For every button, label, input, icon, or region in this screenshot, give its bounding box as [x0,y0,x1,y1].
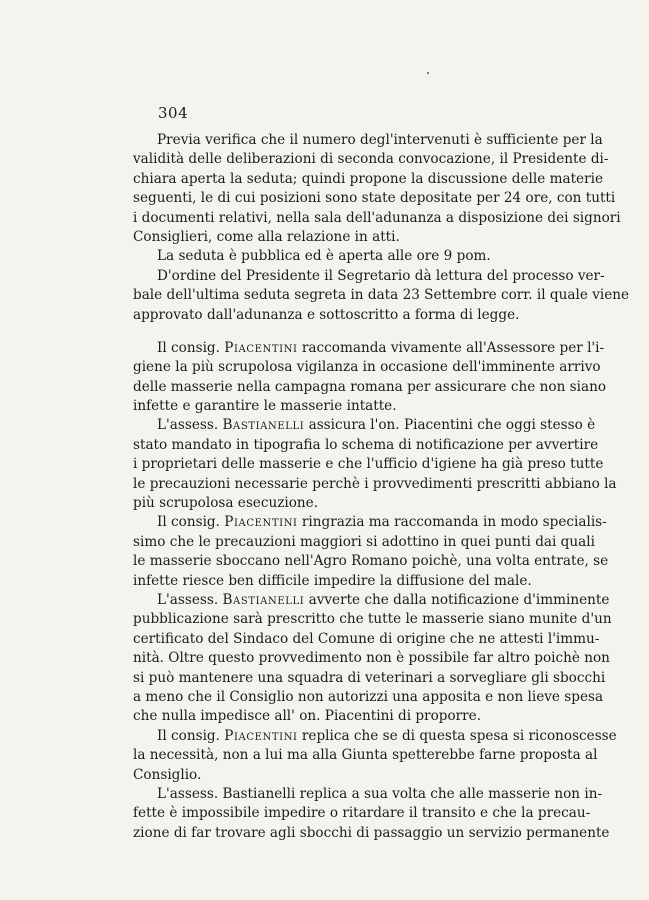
line-text: validità delle deliberazioni di seconda convocazione, il Presidente di- [133,151,609,168]
text-line [133,247,573,266]
text-line [133,170,603,189]
page-number: 304 [158,104,189,122]
line-text: delle masserie nella campagna romana per assicurare che non siano [133,378,607,395]
text-line [133,455,604,474]
line-text: le masserie sboccano nell'Agro Romano poichè, una volta entrate, se [133,553,609,570]
text-line [133,572,573,591]
line-text: L'assess. [157,417,223,434]
text-line [133,669,606,688]
line-text: L'assess. [157,591,223,608]
line-text: i documenti relativi, nella sala dell'adunanza a disposizione dei signori [133,209,621,226]
text-line [133,785,603,804]
text-line [133,358,601,377]
text-line [133,339,605,358]
text-line [133,416,596,435]
text-line [133,306,573,325]
speaker-name: Bastianelli [222,417,305,434]
line-text: chiara aperta la seduta; quindi propone la discussione delle materie [133,170,603,187]
line-text: raccomanda vivamente all'Assessore per l'i- [297,339,605,356]
line-text: L'assess. Bastianelli replica a sua volta che alle masserie non in- [157,785,603,802]
text-line [133,746,598,765]
text-line [133,804,591,823]
line-text: Il consig. [157,514,225,531]
text-line [133,131,603,150]
line-text: Previa verifica che il numero degl'intervenuti è sufficiente per la [157,132,603,148]
text-line [133,209,621,228]
line-text: bale dell'ultima seduta segreta in data 23 Settembre corr. il quale viene [133,287,630,304]
line-text: simo che le precauzioni maggiori si adottino in quei punti dai quali [133,533,595,550]
text-line [133,378,607,397]
text-line [133,766,573,785]
text-line [133,727,617,746]
text-line [133,513,607,532]
text-line [133,267,605,286]
text-line [133,494,573,513]
text-line [133,688,604,707]
line-text: infette e garantire le masserie intatte. [133,398,397,415]
line-text: La seduta è pubblica ed è aperta alle ore 9 pom. [157,248,491,265]
paragraph-gap [133,325,573,339]
speaker-name: Piacentini [224,514,298,531]
line-text: ringrazia ma raccomanda in modo specialis- [297,514,607,531]
speaker-name: Piacentini [224,727,298,744]
paper-speck [427,72,429,74]
line-text: assicura l'on. Piacentini che oggi stesso è [304,417,596,434]
line-text: la necessità, non a lui ma alla Giunta spetterebbe farne proposta al [133,747,598,764]
line-text: seguenti, le di cui posizioni sono state depositate per 24 ore, con tutti [133,190,616,207]
text-line [133,824,610,843]
text-line [133,286,630,305]
line-text: Consiglio. [133,766,202,783]
speaker-name: Bastianelli [222,591,305,608]
line-text: certificato del Sindaco del Comune di origine che ne attesti l'immu- [133,630,600,647]
line-text: approvato dall'adunanza e sottoscritto a forma di legge. [133,306,520,323]
line-text: a meno che il Consiglio non autorizzi una apposita e non lieve spesa [133,688,604,705]
text-line [133,228,573,247]
line-text: Consiglieri, come alla relazione in atti. [133,228,400,245]
text-line [133,610,612,629]
line-text: zione di far trovare agli sbocchi di passaggio un servizio permanente [133,824,610,841]
line-text: stato mandato in tipografia lo schema di notificazione per avvertire [133,436,599,453]
text-line [133,436,599,455]
text-line [133,397,573,416]
line-text: avverte che dalla notificazione d'imminente [304,591,610,608]
line-text: D'ordine del Presidente il Segretario dà lettura del processo ver- [157,267,605,284]
line-text: che nulla impedisce all' on. Piacentini di proporre. [133,708,482,725]
line-text: fette è impossibile impedire o ritardare il transito e che la precau- [133,805,591,822]
line-text: le precauzioni necessarie perchè i provvedimenti prescritti abbiano la [133,475,617,492]
line-text: pubblicazione sarà prescritto che tutte le masserie siano munite d'un [133,611,612,628]
line-text: replica che se di questa spesa si riconoscesse [297,727,617,744]
line-text: si può mantenere una squadra di veterinari a sorvegliare gli sbocchi [133,669,606,686]
line-text: Il consig. [157,339,225,356]
line-text: infette riesce ben difficile impedire la diffusione del male. [133,572,532,589]
text-line [133,630,600,649]
text-line [133,649,610,668]
line-text: più scrupolosa esecuzione. [133,495,319,512]
text-line [133,552,609,571]
line-text: Il consig. [157,727,225,744]
text-line [133,150,609,169]
line-text: giene la più scrupolosa vigilanza in occasione dell'imminente arrivo [133,359,601,376]
speaker-name: Piacentini [224,339,298,356]
text-line [133,591,610,610]
text-body [133,131,630,843]
line-text: nità. Oltre questo provvedimento non è possibile far altro poichè non [133,650,610,667]
text-line [133,189,616,208]
line-text: i proprietari delle masserie e che l'ufficio d'igiene ha già preso tutte [133,456,604,473]
text-line [133,475,617,494]
text-line [133,707,573,726]
text-line [133,533,595,552]
